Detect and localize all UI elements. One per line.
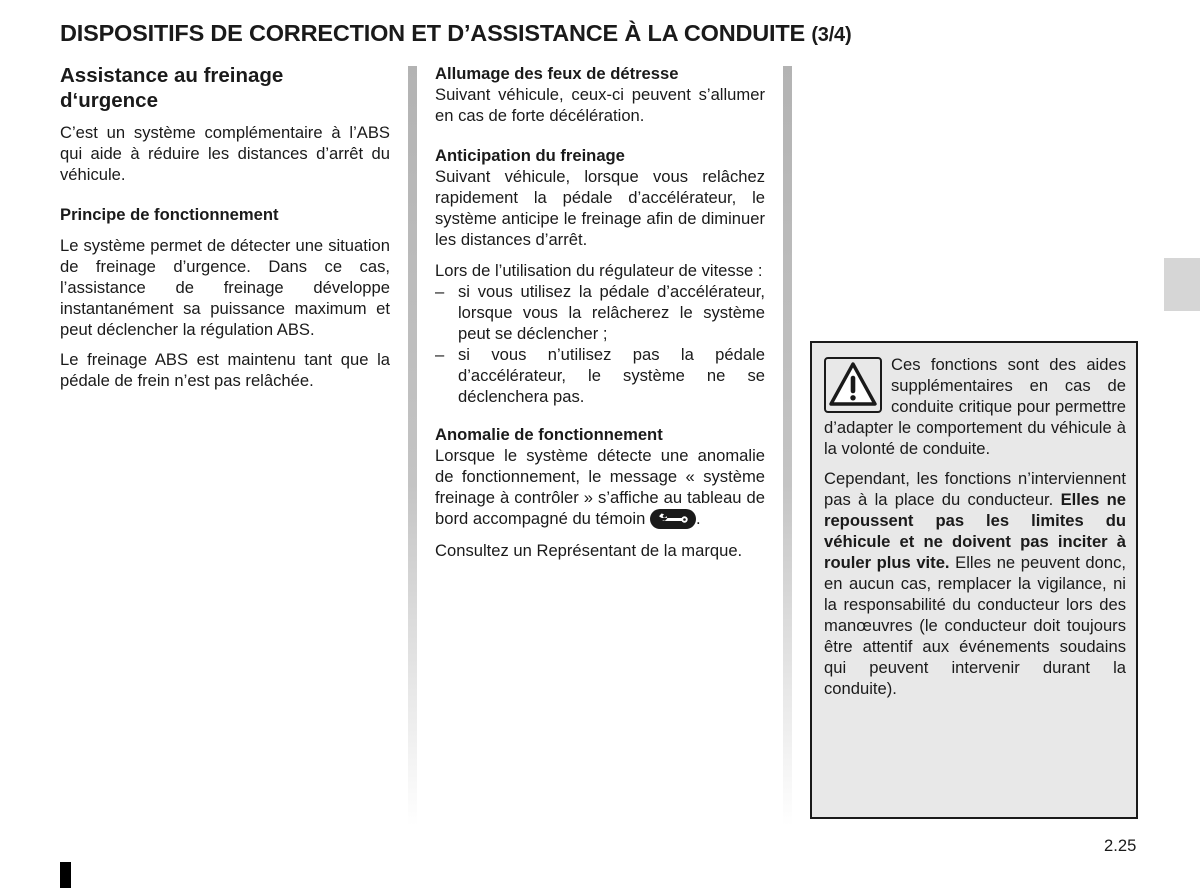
page-number: 2.25 (1104, 836, 1137, 855)
cruise-list-item: – si vous n’utilisez pas la pédale d’accélérateur, le système ne se déclenchera pas. (435, 344, 765, 407)
warning-text-start: Cependant, les fonctions n’interviennent pas à la place du conducteur. (824, 469, 1126, 509)
anticipation-heading: Anticipation du freinage (435, 146, 625, 165)
cruise-list (435, 281, 765, 407)
warning-content (824, 354, 1126, 699)
page-title-part: (3/4) (811, 24, 852, 46)
wrench-warning-icon (650, 509, 696, 529)
principle-paragraph: Le système permet de détecter une situation de freinage d’urgence. Dans ce cas, l’assistance de freinage développe instantanément sa puissance maximum et peut déclencher la régulation ABS. (60, 236, 390, 339)
section-heading (60, 63, 390, 113)
contact-paragraph: Consultez un Représentant de la marque. (435, 540, 743, 560)
hazard-paragraph: Suivant véhicule, ceux-ci peuvent s’allumer en cas de forte décélération. (435, 85, 765, 125)
chapter-tab (1164, 258, 1200, 311)
cruise-list-item: – si vous utilisez la pédale d’accélérateur, lorsque vous la relâcherez le système peut se déclencher ; (435, 281, 765, 344)
fault-paragraph (435, 445, 765, 530)
warning-paragraph-1: Ces fonctions sont des aides supplémentaires en cas de conduite critique pour permettre d’adapter le comportement du véhicule à la volonté de conduite. (824, 355, 1126, 458)
warning-paragraph-2 (824, 468, 1126, 699)
column-divider-left (408, 66, 417, 826)
principle-heading: Principe de fonctionnement (60, 205, 279, 224)
intro-paragraph: C’est un système complémentaire à l’ABS qui aide à réduire les distances d’arrêt du véhicule. (60, 123, 390, 184)
fault-period: . (695, 509, 701, 528)
column-emergency-braking (60, 63, 390, 391)
warning-text-bold: Elles ne repoussent pas les limites du véhicule et ne doivent pas inciter à rouler plus vite. (824, 490, 1126, 572)
page-title (60, 20, 851, 47)
hazard-heading: Allumage des feux de détresse (435, 64, 679, 83)
column-functions (435, 63, 765, 561)
fault-heading: Anomalie de fonctionnement (435, 425, 663, 444)
column-divider-right (783, 66, 792, 826)
section-heading-line1: Assistance au freinage (60, 64, 284, 87)
warning-text-end: Elles ne peuvent donc, en aucun cas, remplacer la vigilance, ni la responsabilité du conducteur lors des manœuvres (le conducteur doit toujours être attentif aux événements soudains qui peuvent intervenir durant la conduite). (824, 553, 1126, 698)
fault-text: Lorsque le système détecte une anomalie de fonctionnement, le message « système freinage à contrôler » s’affiche au tableau de bord accompagné du témoin (435, 446, 765, 528)
corner-mark (60, 862, 71, 888)
abs-paragraph: Le freinage ABS est maintenu tant que la pédale de frein n’est pas relâchée. (60, 350, 390, 390)
warning-triangle-icon (824, 357, 882, 413)
page-title-text: DISPOSITIFS DE CORRECTION ET D’ASSISTANCE À LA CONDUITE (60, 20, 805, 46)
anticipation-paragraph: Suivant véhicule, lorsque vous relâchez rapidement la pédale d’accélérateur, le système anticipe le freinage afin de diminuer les distances d’arrêt. (435, 167, 765, 249)
cruise-intro: Lors de l’utilisation du régulateur de vitesse : (435, 261, 763, 280)
section-heading-line2: d‘urgence (60, 89, 158, 112)
warning-box (810, 341, 1138, 819)
